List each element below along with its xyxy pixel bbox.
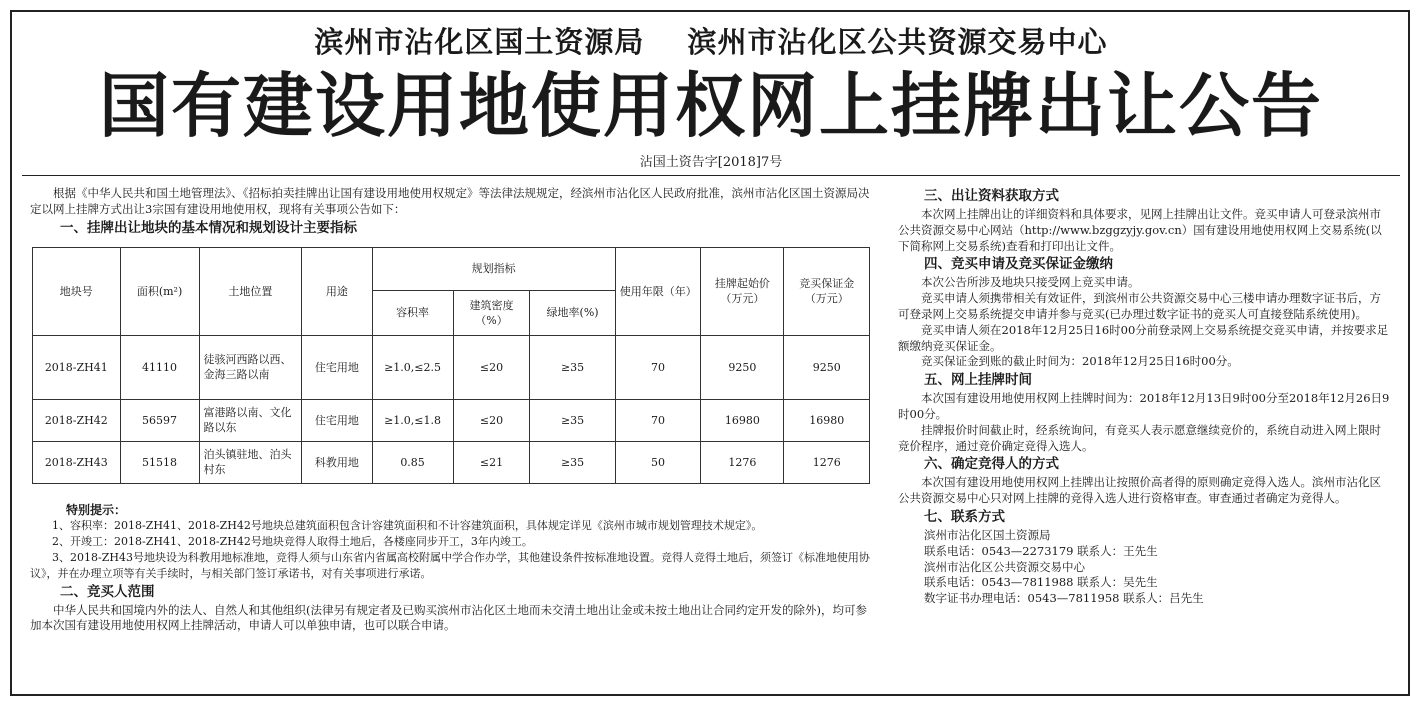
cell-deposit: 9250 [784, 335, 870, 399]
cell-use: 住宅用地 [302, 399, 372, 441]
note-item: 2、开竣工：2018-ZH41、2018-ZH42号地块竞得人取得土地后，各楼座同步开工，3年内竣工。 [52, 534, 533, 548]
cell-far: ≥1.0,≤2.5 [372, 335, 453, 399]
cell-parcel-no: 2018-ZH42 [33, 399, 121, 441]
cell-start-price: 1276 [701, 441, 784, 483]
contact-line: 数字证书办理电话：0543—7811958 联系人：吕先生 [924, 591, 1204, 606]
contact-info [898, 528, 1390, 607]
issuing-organizations [0, 20, 1422, 61]
right-column [898, 186, 1390, 607]
col-parcel-no: 地块号 [33, 247, 121, 335]
contact-line: 联系电话：0543—7811988 联系人：吴先生 [924, 575, 1158, 590]
col-green: 绿地率(%) [530, 290, 615, 335]
col-density: 建筑密度（%） [453, 290, 530, 335]
table-row [33, 399, 870, 441]
cell-start-price: 16980 [701, 399, 784, 441]
cell-far: 0.85 [372, 441, 453, 483]
cell-density: ≤21 [453, 441, 530, 483]
cell-green: ≥35 [530, 441, 615, 483]
cell-start-price: 9250 [701, 335, 784, 399]
notice-title: 国有建设用地使用权网上挂牌出让公告 [99, 65, 1323, 147]
cell-location: 徒骇河西路以西、金海三路以南 [199, 335, 302, 399]
left-column [30, 186, 872, 634]
table-header-row [33, 247, 870, 290]
land-parcel-table [32, 247, 870, 484]
col-location: 土地位置 [199, 247, 302, 335]
cell-deposit: 16980 [784, 399, 870, 441]
contact-line: 滨州市沾化区公共资源交易中心 [924, 559, 1085, 574]
cell-parcel-no: 2018-ZH43 [33, 441, 121, 483]
table-row [33, 441, 870, 483]
col-term: 使用年限（年） [615, 247, 700, 335]
header-divider [22, 175, 1400, 176]
col-use: 用途 [302, 247, 372, 335]
document-number: 沾国土资告字[2018]7号 [639, 155, 783, 170]
table-row [33, 335, 870, 399]
notes-title: 特别提示： [66, 502, 127, 517]
cell-parcel-no: 2018-ZH41 [33, 335, 121, 399]
cell-use: 住宅用地 [302, 335, 372, 399]
section6-heading: 六、确定竞得人的方式 [924, 456, 1059, 473]
special-notes [30, 502, 872, 582]
cell-deposit: 1276 [784, 441, 870, 483]
section1-heading: 一、挂牌出让地块的基本情况和规划设计主要指标 [60, 219, 357, 236]
section5-para: 本次国有建设用地使用权网上挂牌时间为：2018年12月13日9时00分至2018年12月26日9时00分。 [898, 391, 1390, 421]
cell-density: ≤20 [453, 335, 530, 399]
section5-heading: 五、网上挂牌时间 [924, 372, 1032, 389]
section4-heading: 四、竞买申请及竞买保证金缴纳 [924, 256, 1113, 273]
cell-location: 泊头镇驻地、泊头村东 [199, 441, 302, 483]
cell-density: ≤20 [453, 399, 530, 441]
col-far: 容积率 [372, 290, 453, 335]
section2-text: 中华人民共和国境内外的法人、自然人和其他组织(法律另有规定者及已购买滨州市沾化区土地而未交清土地出让金或未按土地出让合同约定开发的除外)，均可参加本次国有建设用地使用权网上挂牌活动，申请人可以单独申请，也可以联合申请。 [30, 602, 867, 633]
cell-location: 富港路以南、文化路以东 [199, 399, 302, 441]
cell-area: 41110 [120, 335, 199, 399]
cell-term: 50 [615, 441, 700, 483]
intro-paragraph: 根据《中华人民共和国土地管理法》、《招标拍卖挂牌出让国有建设用地使用权规定》等法律法规规定，经滨州市沾化区人民政府批准，滨州市沾化区国土资源局决定以网上挂牌方式出让3宗国有建设用地使用权，现将有关事项公告如下： [30, 186, 870, 216]
note-item: 3、2018-ZH43号地块设为科教用地标准地，竞得人须与山东省内省属高校附属中学合作办学，其他建设条件按标准地设置。竞得人竞得土地后，须签订《标准地使用协议》，并在办理立项等有关手续时，与相关部门签订承诺书，对有关事项进行承诺。 [30, 550, 870, 580]
cell-use: 科教用地 [302, 441, 372, 483]
org-land-bureau: 滨州市沾化区国土资源局 [314, 25, 645, 59]
col-deposit: 竞买保证金（万元） [784, 247, 870, 335]
cell-term: 70 [615, 399, 700, 441]
cell-green: ≥35 [530, 399, 615, 441]
section5-para: 挂牌报价时间截止时，经系统询问，有竞买人表示愿意继续竞价的，系统自动进入网上限时竞价程序，通过竞价确定竞得入选人。 [898, 422, 1381, 453]
col-planning: 规划指标 [372, 247, 615, 290]
cell-far: ≥1.0,≤1.8 [372, 399, 453, 441]
section4-para: 竞买申请人须携带相关有效证件，到滨州市公共资源交易中心三楼申请办理数字证书后，方可登录网上交易系统提交申请并参与竞买(已办理过数字证书的竞买人可直接登陆系统使用)。 [898, 291, 1381, 321]
col-start-price: 挂牌起始价（万元） [701, 247, 784, 335]
contact-line: 滨州市沾化区国土资源局 [924, 527, 1051, 542]
section2-heading: 二、竞买人范围 [60, 583, 155, 600]
section3-heading: 三、出让资料获取方式 [924, 188, 1059, 204]
section7-heading: 七、联系方式 [924, 508, 1005, 525]
section6-text: 本次国有建设用地使用权网上挂牌出让按照价高者得的原则确定竞得入选人。滨州市沾化区公共资源交易中心只对网上挂牌的竞得入选人进行资格审查。审查通过者确定为竞得人。 [898, 475, 1381, 506]
cell-term: 70 [615, 335, 700, 399]
section3-text: 本次网上挂牌出让的详细资料和具体要求，见网上挂牌出让文件。竞买申请人可登录滨州市公共资源交易中心网站（http://www.bzggzyjy.gov.cn）国有建设用地使用权网上交易系统(以下简称网上交易系统)查看和打印出让文件。 [898, 207, 1382, 253]
section4-para: 竞买保证金到账的截止时间为：2018年12月25日16时00分。 [921, 354, 1239, 369]
cell-area: 56597 [120, 399, 199, 441]
col-area: 面积(m²) [120, 247, 199, 335]
contact-line: 联系电话：0543—2273179 联系人：王先生 [924, 543, 1158, 558]
org-trading-center: 滨州市沾化区公共资源交易中心 [687, 25, 1108, 59]
note-item: 1、容积率：2018-ZH41、2018-ZH42号地块总建筑面积包含计容建筑面积和不计容建筑面积，具体规定详见《滨州市城市规划管理技术规定》。 [52, 518, 763, 532]
section4-para: 本次公告所涉及地块只接受网上竞买申请。 [921, 275, 1140, 290]
section4-para: 竞买申请人须在2018年12月25日16时00分前登录网上交易系统提交竞买申请，并按要求足额缴纳竞买保证金。 [898, 322, 1389, 353]
cell-green: ≥35 [530, 335, 615, 399]
cell-area: 51518 [120, 441, 199, 483]
